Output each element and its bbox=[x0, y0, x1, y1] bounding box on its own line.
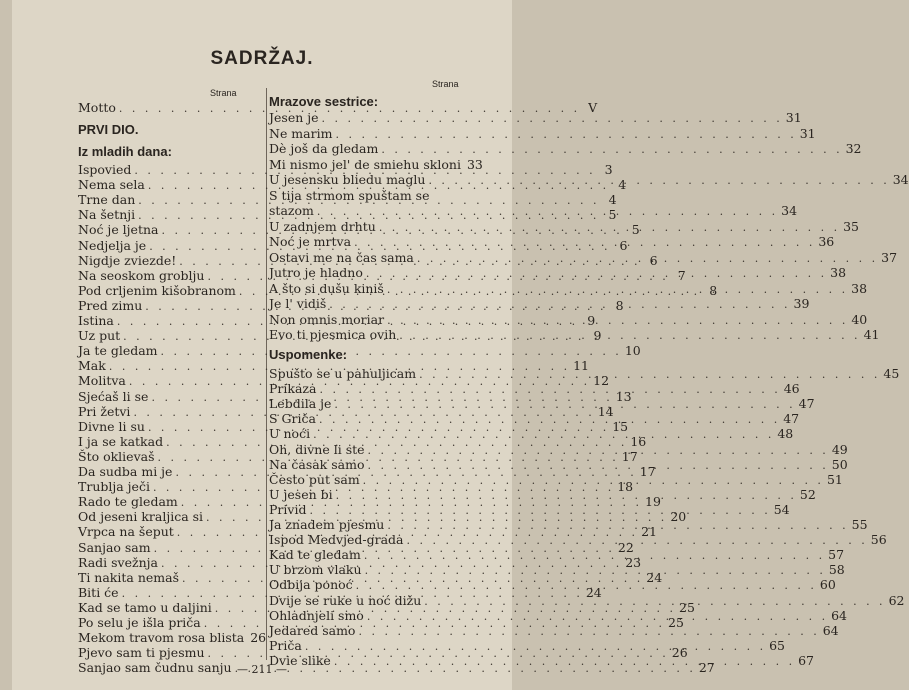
entry-page: 17 bbox=[639, 464, 656, 479]
part-heading: PRVI DIO. bbox=[78, 122, 139, 137]
entry-title: Divne li su bbox=[78, 418, 145, 434]
toc-entry bbox=[269, 280, 868, 297]
entry-title: Na seoskom groblju bbox=[78, 267, 205, 283]
entry-page: 5 bbox=[631, 222, 640, 238]
entry-title: Pred zimu bbox=[78, 297, 143, 313]
entry-page: 35 bbox=[843, 218, 859, 234]
entry-page: 62 bbox=[888, 592, 905, 608]
entry-title: Sjećaš li se bbox=[78, 388, 149, 404]
entry-title: I ja se katkad bbox=[78, 433, 164, 449]
entry-title: U jesen bi bbox=[269, 486, 333, 502]
entry-page: 9 bbox=[593, 328, 602, 344]
entry-title: S Griča bbox=[269, 411, 316, 427]
entry-title: Dè još da gledam bbox=[269, 141, 379, 156]
entry-title: Trne dan bbox=[78, 192, 136, 208]
section-heading-iz-mladih-dana: Iz mladih dana: bbox=[78, 144, 172, 159]
entry-page: 19 bbox=[645, 494, 661, 510]
entry-page: 8 bbox=[615, 297, 624, 313]
entry-title: Sanjao sam čudnu sanju bbox=[78, 660, 232, 676]
entry-title: Što oklievaš bbox=[78, 448, 155, 464]
entry-title: Priča bbox=[269, 637, 302, 653]
entry-title: Trublja ječi bbox=[78, 479, 150, 495]
entry-title: Oh, divne li ste bbox=[269, 441, 365, 457]
entry-page: 38 bbox=[830, 265, 847, 280]
entry-page: 15 bbox=[612, 418, 629, 434]
entry-title: Mi nismo jel' de smiehu skloni bbox=[269, 156, 461, 172]
entry-page: 49 bbox=[831, 441, 848, 457]
section-heading-mrazove-sestrice: Mrazove sestrice: bbox=[269, 94, 379, 109]
entry-page: 37 bbox=[881, 249, 898, 265]
entry-page: V bbox=[588, 100, 598, 115]
entry-page: 13 bbox=[615, 388, 632, 404]
entry-title: Odbija ponoć bbox=[269, 577, 353, 593]
entry-title: Dvije se ruke u noć dižu bbox=[269, 592, 422, 608]
entry-page: 8 bbox=[709, 282, 718, 298]
entry-title: Nedjelja je bbox=[78, 237, 147, 253]
entry-page: 23 bbox=[625, 554, 642, 570]
entry-page: 10 bbox=[624, 343, 641, 359]
entry-page: 67 bbox=[798, 652, 815, 668]
entry-page: 27 bbox=[698, 660, 715, 676]
page-number: — 211 — bbox=[237, 663, 287, 676]
entry-title: Prikaza bbox=[269, 381, 317, 397]
toc-entry bbox=[269, 187, 465, 204]
entry-title: Na šetnji bbox=[78, 207, 136, 223]
entry-page: 26 bbox=[671, 645, 688, 661]
entry-title: U jesensku bliedu maglu bbox=[269, 172, 426, 187]
toc-entry bbox=[269, 326, 880, 343]
entry-page: 34 bbox=[781, 203, 798, 218]
entry-page: 55 bbox=[851, 517, 868, 532]
entry-page: 46 bbox=[783, 381, 800, 397]
entry-page: 54 bbox=[773, 501, 790, 517]
entry-page: 58 bbox=[828, 562, 845, 578]
toc-entry bbox=[269, 233, 835, 250]
entry-page: 12 bbox=[593, 373, 610, 389]
entry-page: 40 bbox=[851, 311, 868, 327]
entry-page: 65 bbox=[769, 637, 786, 653]
entry-title: Na časak samo bbox=[269, 456, 365, 472]
entry-title: Kad se tamo u daljini bbox=[78, 599, 212, 615]
entry-title: Ja znadem pjesmu bbox=[269, 517, 385, 532]
entry-page: 20 bbox=[670, 509, 687, 525]
entry-page: 32 bbox=[845, 141, 862, 156]
entry-page: 17 bbox=[621, 448, 638, 464]
entry-title: S tija strmom spuštam se bbox=[269, 187, 430, 203]
entry-page: 14 bbox=[597, 403, 614, 419]
entry-page: 6 bbox=[649, 252, 658, 268]
entry-title: Molitva bbox=[78, 373, 126, 389]
entry-page: 6 bbox=[619, 237, 628, 253]
entry-title: Sanjao sam bbox=[78, 539, 151, 555]
entry-page: 11 bbox=[573, 358, 589, 374]
toc-entry bbox=[269, 295, 810, 312]
entry-page: 31 bbox=[799, 125, 816, 141]
entry-title: Pod crljenim kišobranom bbox=[78, 282, 236, 298]
entry-page: 47 bbox=[783, 411, 800, 427]
entry-title: Spušto se u pahuljicam bbox=[269, 366, 417, 381]
entry-title: U zadnjem drhtu bbox=[269, 218, 376, 234]
entry-title: Dvie slike bbox=[269, 652, 331, 668]
entry-page: 48 bbox=[777, 426, 794, 442]
page-title: SADRŽAJ. bbox=[210, 48, 314, 69]
entry-page: 26 bbox=[250, 630, 267, 646]
toc-entry bbox=[269, 218, 859, 235]
entry-title: Mak bbox=[78, 358, 106, 374]
entry-title: Pjevo sam ti pjesmu bbox=[78, 645, 205, 661]
entry-title: Nigdje zviezde! bbox=[78, 252, 177, 268]
leader-dots bbox=[417, 250, 878, 267]
entry-title: Noć je ljetna bbox=[78, 222, 159, 238]
entry-title: Lebdila je bbox=[269, 396, 332, 412]
entry-page: 38 bbox=[851, 280, 868, 296]
entry-page: 56 bbox=[870, 532, 887, 548]
entry-page: 25 bbox=[679, 599, 695, 615]
entry-title: Uz put bbox=[78, 328, 121, 344]
entry-title: Non omnis moriar bbox=[269, 311, 385, 327]
entry-page: 50 bbox=[831, 456, 848, 472]
entry-page: 7 bbox=[677, 267, 686, 283]
entry-title: Istina bbox=[78, 313, 114, 328]
entry-title: Noć je mrtva bbox=[269, 234, 352, 249]
entry-title: Radi svežnja bbox=[78, 554, 158, 570]
entry-title: Ispovied bbox=[78, 162, 132, 177]
leader-dots bbox=[399, 327, 860, 344]
entry-page: 33 bbox=[466, 156, 483, 172]
entry-page: 4 bbox=[618, 177, 627, 193]
entry-page: 60 bbox=[819, 577, 836, 593]
entry-title: Evo ti pjesmica ovih bbox=[269, 327, 397, 342]
entry-title: Jutro je hladno bbox=[269, 265, 363, 280]
toc-entry bbox=[269, 109, 802, 126]
entry-page: 25 bbox=[668, 615, 684, 630]
entry-page: 24 bbox=[646, 569, 663, 585]
entry-page: 64 bbox=[831, 607, 848, 623]
left-strana-label: Strana bbox=[210, 88, 237, 98]
entry-title: A što si dušu kiniš bbox=[269, 280, 384, 296]
entry-title: Privid bbox=[269, 501, 307, 517]
entry-title: stazom bbox=[269, 203, 314, 218]
entry-page: 34 bbox=[892, 172, 909, 187]
toc-entry bbox=[269, 125, 816, 142]
entry-page: 18 bbox=[617, 479, 634, 495]
entry-page: 47 bbox=[798, 396, 815, 412]
entry-page: 36 bbox=[818, 234, 835, 249]
entry-title: Rado te gledam bbox=[78, 494, 178, 510]
entry-page: 3 bbox=[604, 162, 613, 177]
entry-page: 41 bbox=[863, 327, 880, 342]
toc-entry bbox=[269, 264, 847, 281]
entry-title: Je l' vidiš bbox=[269, 296, 327, 311]
entry-title: Pri žetvi bbox=[78, 403, 131, 419]
entry-page: 9 bbox=[587, 313, 596, 328]
toc-entry bbox=[269, 156, 483, 173]
entry-title: Motto bbox=[78, 100, 116, 115]
entry-page: 52 bbox=[799, 486, 816, 502]
entry-title: Ti nakita nemaš bbox=[78, 569, 180, 585]
entry-title: Često put sam bbox=[269, 471, 360, 487]
entry-page: 22 bbox=[617, 539, 634, 555]
entry-title: Ne marim bbox=[269, 125, 333, 141]
section-heading-uspomenke: Uspomenke: bbox=[269, 347, 348, 362]
right-strana-label: Strana bbox=[432, 79, 459, 89]
toc-entry bbox=[269, 249, 898, 266]
entry-title: Ispod Medvjed-grada bbox=[269, 532, 404, 548]
entry-page: 16 bbox=[630, 433, 647, 449]
entry-page: 57 bbox=[828, 547, 845, 563]
entry-title: U noći bbox=[269, 426, 311, 442]
entry-page: 24 bbox=[585, 584, 602, 600]
entry-page: 4 bbox=[608, 192, 617, 208]
entry-title: Vrpca na šeput bbox=[78, 524, 174, 540]
entry-title: Ohladnjeli smo bbox=[269, 607, 364, 623]
entry-page: 39 bbox=[793, 296, 810, 311]
book-page bbox=[12, 0, 909, 690]
toc-entry bbox=[269, 311, 868, 328]
entry-page: 21 bbox=[641, 524, 657, 540]
entry-title: Ostavi me na čas sama bbox=[269, 249, 414, 265]
entry-title: Kad te gledam bbox=[269, 547, 361, 563]
entry-page: 45 bbox=[883, 366, 900, 381]
entry-title: Biti će bbox=[78, 584, 119, 600]
entry-page: 5 bbox=[608, 207, 617, 223]
entry-title: Od jeseni kraljica si bbox=[78, 509, 204, 525]
entry-title: Mekom travom rosa blista bbox=[78, 630, 245, 646]
entry-page: 51 bbox=[826, 471, 843, 487]
entry-title: Po selu je išla priča bbox=[78, 615, 201, 630]
entry-page: 64 bbox=[822, 622, 839, 638]
toc-entry bbox=[269, 202, 798, 219]
entry-title: Ja te gledam bbox=[78, 343, 158, 359]
toc-entry bbox=[269, 171, 909, 188]
leader-dots bbox=[428, 172, 889, 189]
entry-title: Nema sela bbox=[78, 177, 145, 193]
entry-title: Jesen je bbox=[269, 110, 319, 125]
entry-title: U brzom vlaku bbox=[269, 562, 362, 578]
entry-title: Jedared samo bbox=[269, 622, 356, 638]
entry-page: 31 bbox=[785, 110, 802, 125]
entry-title: Da sudba mi je bbox=[78, 464, 173, 479]
toc-entry bbox=[269, 140, 862, 157]
